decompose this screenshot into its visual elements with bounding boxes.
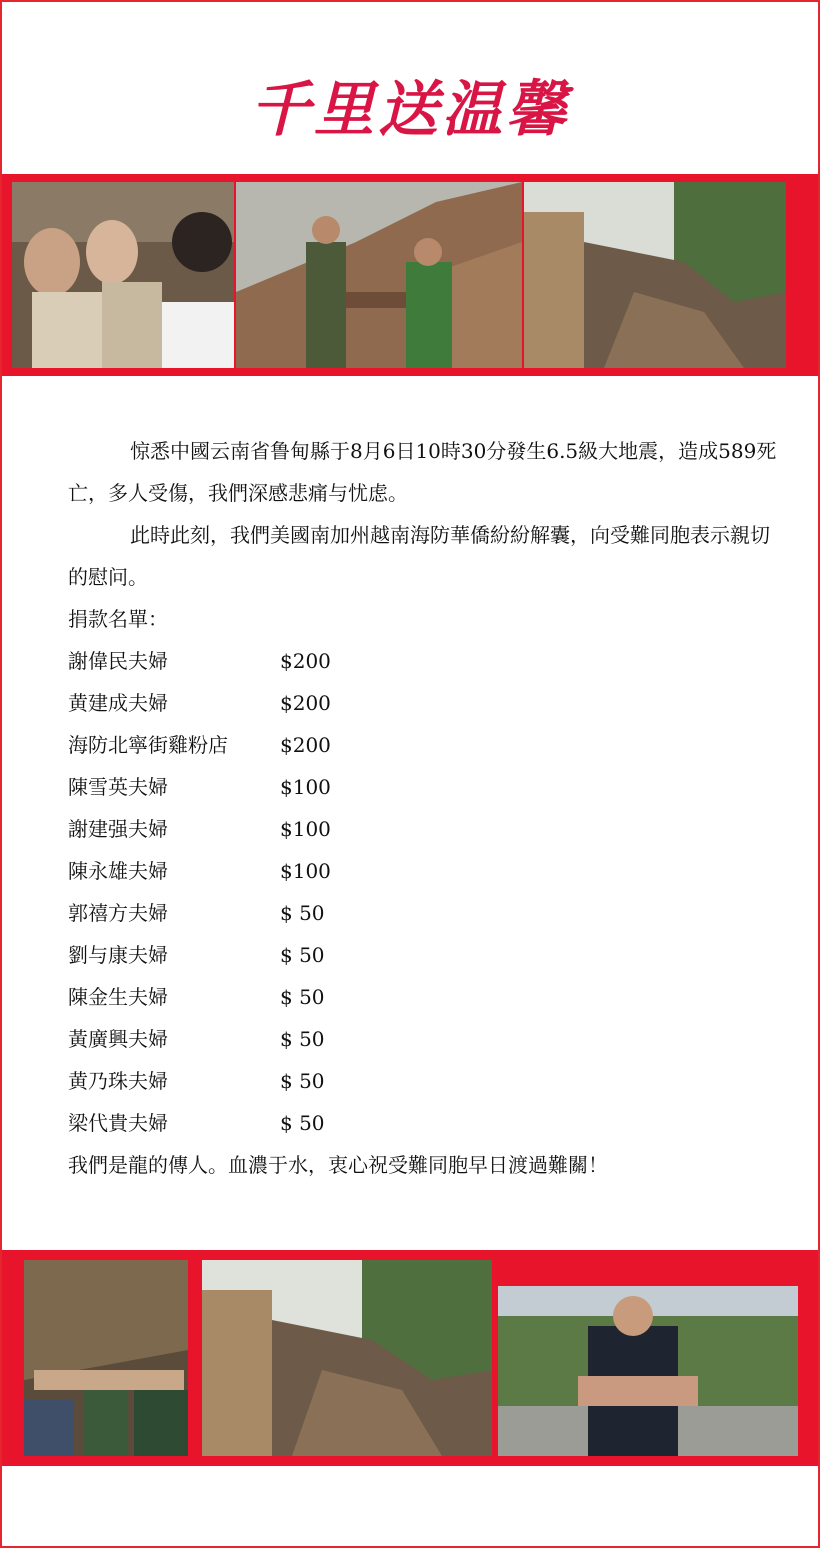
donor-row (68, 808, 780, 850)
donor-name: 劉与康夫婦 (68, 943, 168, 967)
stretcher-rescue-photo (24, 1260, 188, 1456)
intro-paragraph: 此時此刻，我們美國南加州越南海防華僑紛紛解囊，向受難同胞表示親切的慰问。 (68, 523, 770, 589)
soldiers-carrying-stretcher-photo (236, 182, 522, 368)
donor-amount: $200 (280, 691, 331, 715)
donor-amount: $100 (280, 817, 331, 841)
donor-name: 海防北寧街雞粉店 (68, 733, 228, 757)
donor-row (68, 934, 780, 976)
donor-name: 陳永雄夫婦 (68, 859, 168, 883)
ruined-house-photo (202, 1260, 492, 1456)
donor-amount: $100 (280, 859, 331, 883)
donor-row (68, 850, 780, 892)
donor-row (68, 892, 780, 934)
donor-name: 陳雪英夫婦 (68, 775, 168, 799)
notice-body (68, 430, 780, 1186)
donor-name: 梁代貴夫婦 (68, 1111, 168, 1135)
rescue-crowd-photo (12, 182, 234, 368)
donor-amount: $100 (280, 775, 331, 799)
donor-row (68, 640, 780, 682)
page-title: 千里送温馨 (250, 75, 570, 145)
donor-name: 黃廣興夫婦 (68, 1027, 168, 1051)
donor-name: 黄乃珠夫婦 (68, 1069, 168, 1093)
police-carrying-child-photo (498, 1286, 798, 1456)
collapsed-house-photo (524, 182, 786, 368)
donor-list (68, 640, 780, 1144)
donor-amount: $ 50 (280, 985, 325, 1009)
donor-amount: $ 50 (280, 1111, 325, 1135)
donor-name: 陳金生夫婦 (68, 985, 168, 1009)
donor-row (68, 724, 780, 766)
donor-row (68, 976, 780, 1018)
donor-row (68, 1060, 780, 1102)
donor-amount: $ 50 (280, 943, 325, 967)
donor-amount: $ 50 (280, 901, 325, 925)
donor-list-heading: 捐款名單： (68, 607, 168, 631)
donor-name: 郭禧方夫婦 (68, 901, 168, 925)
intro-paragraph: 惊悉中國云南省鲁甸縣于8月6日10時30分發生6.5級大地震，造成589死亡，多人受傷，我們深感悲痛与忧虑。 (68, 439, 777, 505)
donor-name: 謝建强夫婦 (68, 817, 168, 841)
donor-amount: $ 50 (280, 1027, 325, 1051)
donor-amount: $200 (280, 649, 331, 673)
donor-row (68, 766, 780, 808)
donor-amount: $200 (280, 733, 331, 757)
closing-text: 我們是龍的傳人。血濃于水，衷心祝受難同胞早日渡過難關！ (68, 1153, 608, 1177)
donor-name: 黄建成夫婦 (68, 691, 168, 715)
donor-row (68, 1102, 780, 1144)
donor-name: 謝偉民夫婦 (68, 649, 168, 673)
donor-amount: $ 50 (280, 1069, 325, 1093)
donor-row (68, 682, 780, 724)
donor-row (68, 1018, 780, 1060)
